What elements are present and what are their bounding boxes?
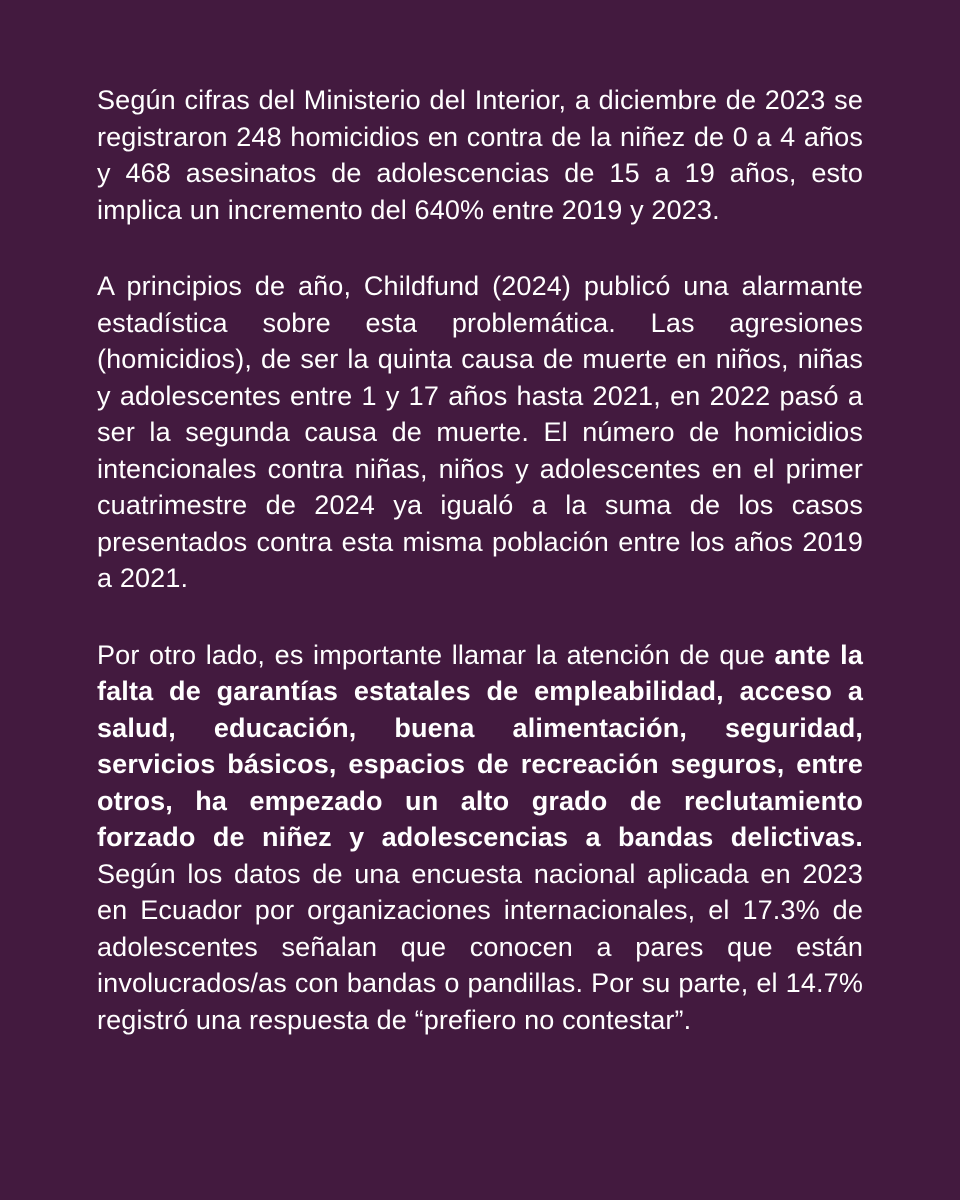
paragraph-childfund-statistics: A principios de año, Childfund (2024) publicó una alarmante estadística sobre esta problemática. Las agresiones (homicidios), de ser la quinta causa de muerte en niños, niñas y adolescentes entre 1 y 17 años hasta 2021, en 2022 pasó a ser la segunda causa de muerte. El número de homicidios intencionales contra niñas, niños y adolescentes en el primer cuatrimestre de 2024 ya igualó a la suma de los casos presentados contra esta misma población entre los años 2019 a 2021.: [97, 271, 863, 593]
highlighted-statement: ante la falta de garantías estatales de empleabilidad, acceso a salud, educación, buena alimentación, seguridad, servicios básicos, espacios de recreación seguros, entre otros, ha empezado un alto grado de reclutamiento forzado de niñez y adolescencias a bandas delictivas.: [97, 639, 863, 852]
paragraph-intro-text: Por otro lado, es importante llamar la atención de que: [97, 639, 775, 670]
paragraph-forced-recruitment: [97, 637, 863, 1039]
paragraph-homicide-figures: Según cifras del Ministerio del Interior, a diciembre de 2023 se registraron 248 homicidios en contra de la niñez de 0 a 4 años y 468 asesinatos de adolescencias de 15 a 19 años, esto implica un incremento del 640% entre 2019 y 2023.: [97, 85, 863, 225]
survey-results-text: Según los datos de una encuesta nacional aplicada en 2023 en Ecuador por organizaciones internacionales, el 17.3% de adolescentes señalan que conocen a pares que están involucrados/as con bandas o pandillas. Por su parte, el 14.7% registró una respuesta de “prefiero no contestar”.: [97, 858, 863, 1035]
